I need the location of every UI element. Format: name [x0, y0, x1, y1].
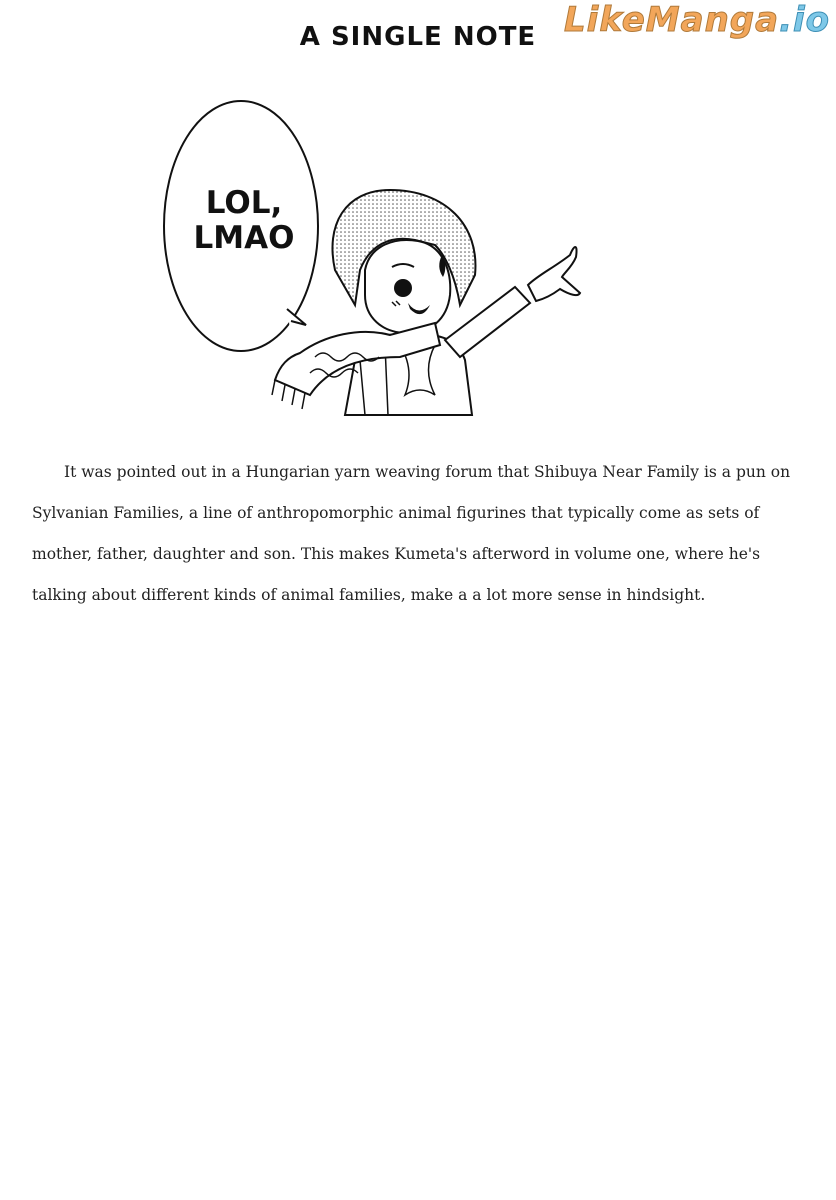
note-paragraph: It was pointed out in a Hungarian yarn weaving forum that Shibuya Near Family is a pun on Sylvanian Families, a line of anthropomorphic animal figurines that typically come as sets of mother, father, daughter and son. This makes Kumeta's afterword in volume one, where he's talking about different kinds of animal families, make a a lot more sense in hindsight.	[32, 463, 791, 604]
speech-bubble-text: LOL, LMAO	[193, 185, 295, 256]
page-title: A SINGLE NOTE	[299, 22, 537, 52]
watermark-text-main: LikeManga	[564, 0, 780, 40]
character-face	[365, 240, 450, 333]
site-watermark-logo	[564, 0, 830, 40]
watermark-text-domain: .io	[779, 0, 830, 40]
manga-character-illustration	[160, 95, 590, 420]
